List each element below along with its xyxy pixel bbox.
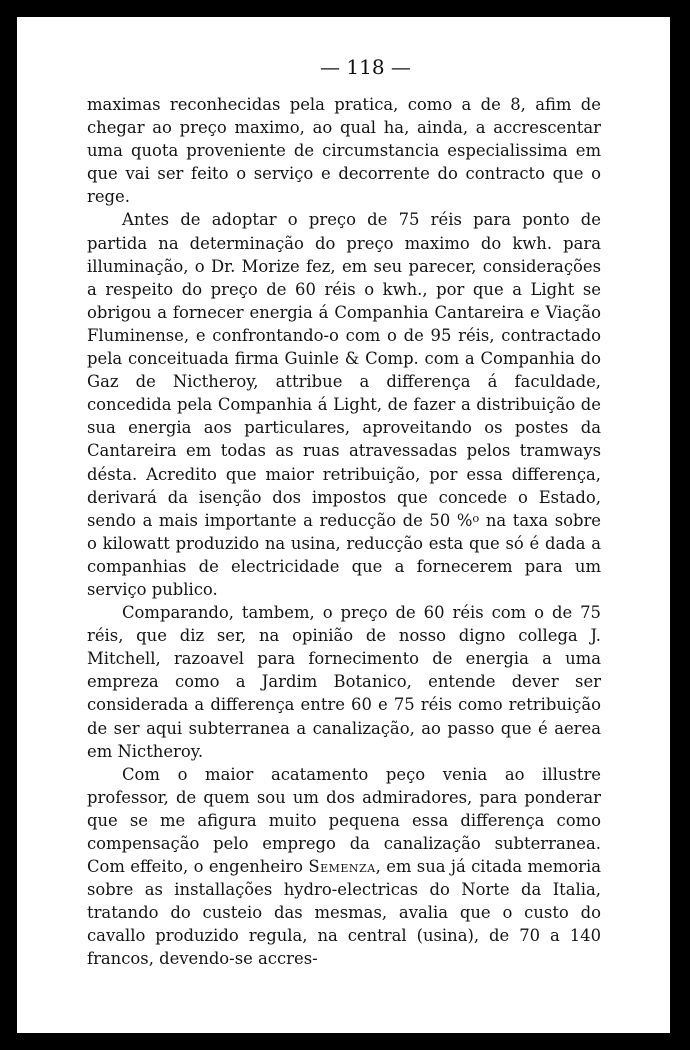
- paragraph-acatamento-text: Com o maior acatamento peço venia ao illustre professor, de quem sou um dos admiradores, para ponderar que se me afigura muito pequena essa differença como compensação pelo emprego da canalização subterranea. Com effeito, o engenheiro: [87, 764, 601, 877]
- paragraph-morize-text-end: na taxa sobre o kilowatt produzido na usina, reducção esta que só é dada a companhias de electricidade que a fornecerem para um serviço publico.: [87, 510, 602, 599]
- body-text: [87, 93, 601, 971]
- book-page: [17, 17, 670, 1033]
- paragraph-acatamento-text-end: , em sua já citada memoria sobre as installações hydro-electricas do Norte da Italia, tratando do custeio das mesmas, avalia que o custo do cavallo produzido regula, na central (usina), de 70 a 140 francos, devendo-se accres-: [87, 857, 601, 969]
- paragraph-comparando: Comparando, tambem, o preço de 60 réis com o de 75 réis, que diz ser, na opinião de nosso digno collega J. Mitchell, razoavel para fornecimento de energia a uma empreza como a Jardim Botanico, entende dever ser considerada a differença entre 60 e 75 réis como retribuição de ser aqui subterranea a canalização, ao passo que é aerea em Nictheroy.: [87, 603, 601, 761]
- author-name-semenza: Semenza: [308, 857, 376, 877]
- percent-superscript: o: [472, 510, 480, 525]
- paragraph-morize: [87, 208, 601, 601]
- paragraph-morize-text: Antes de adoptar o preço de 75 réis para ponto de partida na determinação do preço maximo do kwh. para illuminação, o Dr. Morize fez, em seu parecer, considerações a respeito do preço de 60 réis o kwh., por que a Light se obrigou a fornecer energia á Companhia Cantareira e Viação Fluminense, e confrontando-o com o de 95 réis, contractado pela conceituada firma Guinle & Comp. com a Companhia do Gaz de Nictheroy, attribue a differença á faculdade, concedida pela Companhia á Light, de fazer a distribuição de sua energia aos particulares, aproveitando os postes da Cantareira em todas as ruas atravessadas pelos tramways désta. Acredito que maior retribuição, por essa differença, derivará da isenção dos impostos que concede o Estado, sendo a mais importante a reducção de 50 %: [87, 210, 601, 530]
- paragraph-acatamento: [87, 763, 601, 971]
- page-number: — 118 —: [320, 55, 411, 79]
- paragraph-continuation: maximas reconhecidas pela pratica, como a de 8, afim de chegar ao preço maximo, ao qual ha, ainda, a accrescentar uma quota proveniente de circumstancia especialissima em que vai ser feito o serviço e decorrente do contracto que o rege.: [87, 95, 601, 207]
